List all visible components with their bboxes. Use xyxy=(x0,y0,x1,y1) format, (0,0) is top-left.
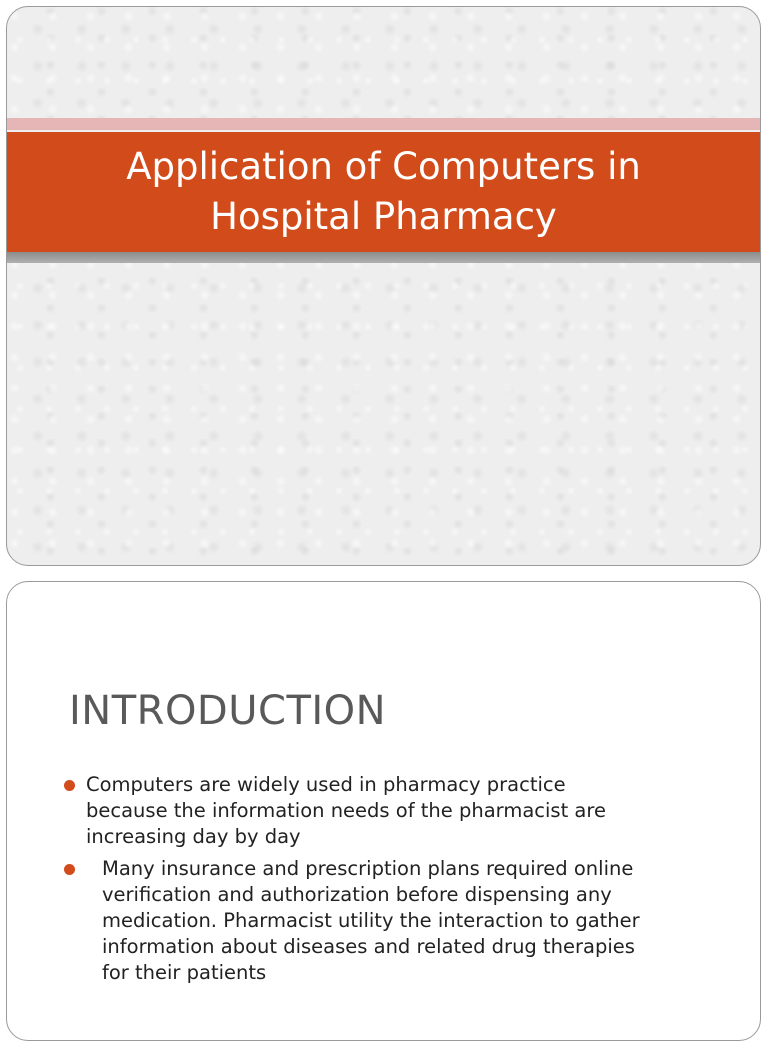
bullet-line: Many insurance and prescription plans required online xyxy=(102,857,634,880)
bullet-line: increasing day by day xyxy=(86,825,301,848)
bullet-line: information about diseases and related drug therapies xyxy=(102,935,635,958)
content-slide xyxy=(6,581,761,1041)
slide-title-line-1: Application of Computers in xyxy=(126,145,641,188)
bullet-dot-icon xyxy=(64,780,75,791)
bullet-line: verification and authorization before dispensing any xyxy=(102,883,612,906)
bullet-line: for their patients xyxy=(102,961,267,984)
slide-title xyxy=(86,142,681,242)
bullet-line: Computers are widely used in pharmacy practice xyxy=(86,773,566,796)
bullet-line: because the information needs of the pharmacist are xyxy=(86,799,606,822)
section-heading: INTRODUCTION xyxy=(69,688,387,734)
bullet-dot-icon xyxy=(64,864,75,875)
bullet-line: medication. Pharmacist utility the interaction to gather xyxy=(102,909,640,932)
title-accent-band-top xyxy=(7,118,760,130)
title-banner xyxy=(7,132,760,252)
title-accent-band-bottom xyxy=(7,252,760,263)
bullet-item xyxy=(62,856,712,986)
bullet-item xyxy=(62,772,712,850)
bullet-list xyxy=(62,772,712,992)
title-slide xyxy=(6,6,761,566)
slide-title-line-2: Hospital Pharmacy xyxy=(210,195,557,238)
